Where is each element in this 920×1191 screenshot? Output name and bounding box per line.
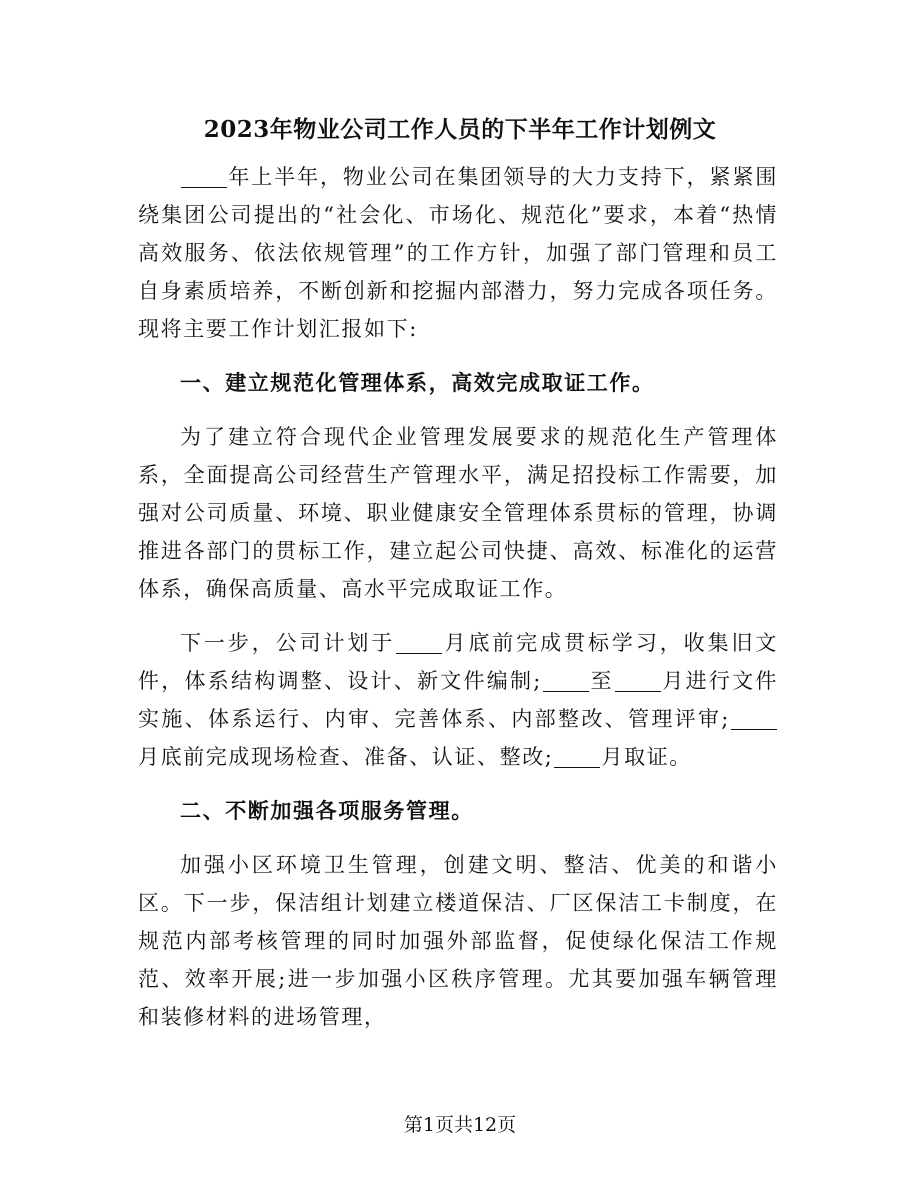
body-paragraph	[138, 624, 778, 776]
paragraph-text: 月取证。	[601, 745, 692, 769]
paragraph-text: 二、不断加强各项服务管理。	[180, 798, 474, 823]
fill-in-blank	[396, 632, 442, 654]
page-footer: 第1页共12页	[403, 1114, 517, 1136]
paragraph-text: 月底前完成贯标学习，收集旧文件，体系结构调整、设计、新文件编制;	[138, 631, 778, 693]
body-paragraph	[138, 846, 778, 1036]
document-body	[138, 158, 778, 1036]
section-heading	[138, 792, 778, 830]
fill-in-blank	[543, 670, 589, 692]
fill-in-blank	[615, 670, 661, 692]
paragraph-text: 下一步，公司计划于	[180, 631, 396, 655]
paragraph-text: 月进行文件实施、体系运行、内审、完善体系、内部整改、管理评审;	[138, 669, 779, 731]
section-heading	[138, 364, 778, 402]
fill-in-blank	[731, 708, 777, 730]
paragraph-text: 年上半年，物业公司在集团领导的大力支持下，紧紧围绕集团公司提出的“社会化、市场化、规范化”要求，本着“热情高效服务、依法依规管理”的工作方针，加强了部门管理和员工自身素质培养，不断创新和挖掘内部潜力，努力完成各项任务。现将主要工作计划汇报如下:	[138, 165, 778, 341]
paragraph-text: 至	[589, 669, 614, 693]
fill-in-blank	[554, 746, 600, 768]
document-title: 2023年物业公司工作人员的下半年工作计划例文	[203, 116, 717, 143]
fill-in-blank	[181, 166, 227, 188]
paragraph-text: 加强小区环境卫生管理，创建文明、整洁、优美的和谐小区。下一步，保洁组计划建立楼道保洁、厂区保洁工卡制度，在规范内部考核管理的同时加强外部监督，促使绿化保洁工作规范、效率开展;进一步加强小区秩序管理。尤其要加强车辆管理和装修材料的进场管理，	[138, 853, 778, 1029]
body-paragraph	[138, 158, 778, 348]
paragraph-text: 一、建立规范化管理体系，高效完成取证工作。	[180, 370, 655, 395]
paragraph-text: 月底前完成现场检查、准备、认证、整改;	[138, 745, 554, 769]
body-paragraph	[138, 418, 778, 608]
paragraph-text: 为了建立符合现代企业管理发展要求的规范化生产管理体系，全面提高公司经营生产管理水平，满足招投标工作需要，加强对公司质量、环境、职业健康安全管理体系贯标的管理，协调推进各部门的贯标工作，建立起公司快捷、高效、标准化的运营体系，确保高质量、高水平完成取证工作。	[138, 425, 778, 601]
